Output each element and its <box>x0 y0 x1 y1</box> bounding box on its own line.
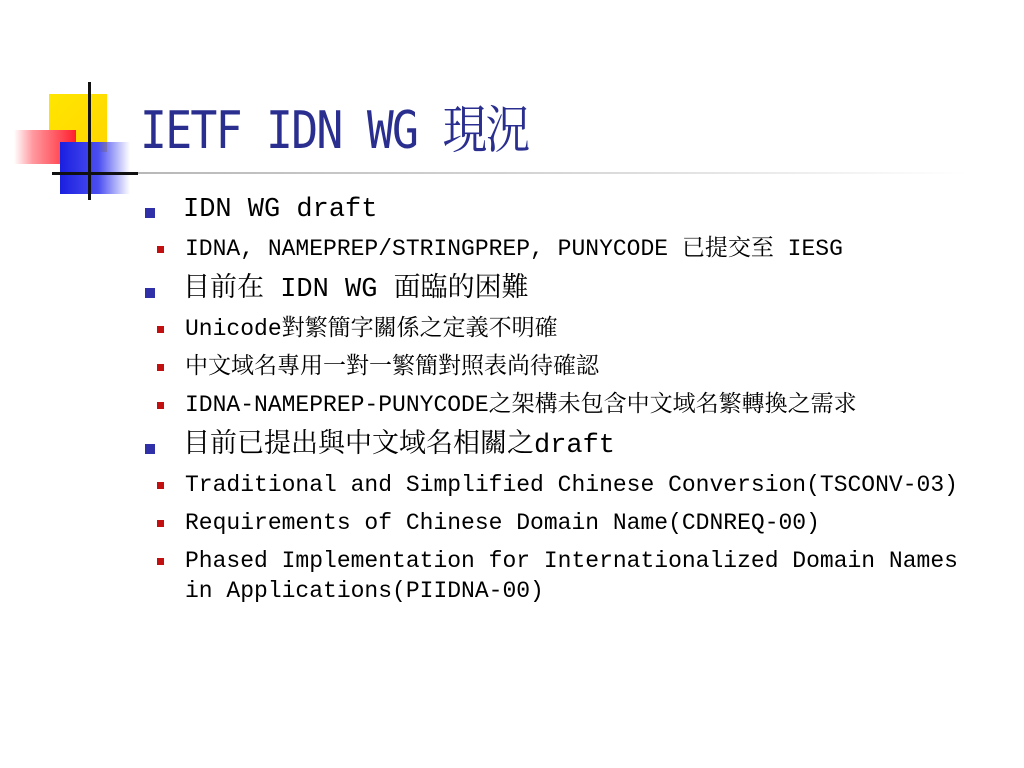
bullet-text: IDN WG draft <box>183 195 378 225</box>
decorative-horizontal-line <box>52 172 138 175</box>
small-square-bullet-icon <box>157 558 164 565</box>
sub-bullet-text: 中文域名專用一對一繁簡對照表尚待確認 <box>185 354 599 380</box>
slide-title: IETF IDN WG 現況 <box>140 101 529 161</box>
sub-bullet-text: IDNA, NAMEPREP/STRINGPREP, PUNYCODE 已提交至 IESG <box>185 236 843 262</box>
sub-bullet-text: Requirements of Chinese Domain Name(CDNREQ-00) <box>185 510 820 536</box>
sub-bullet-item <box>142 546 992 606</box>
bullet-item <box>142 428 992 464</box>
bullet-item <box>142 272 992 308</box>
bullet-item <box>142 192 992 228</box>
sub-bullet-list <box>142 314 992 420</box>
decorative-blue-square <box>60 142 130 194</box>
sub-bullet-item <box>142 234 992 264</box>
square-bullet-icon <box>145 444 155 454</box>
sub-bullet-text: Traditional and Simplified Chinese Conversion(TSCONV-03) <box>185 472 958 498</box>
slide-content <box>142 192 992 614</box>
sub-bullet-item <box>142 314 992 344</box>
sub-bullet-text: Unicode對繁簡字關係之定義不明確 <box>185 316 558 342</box>
small-square-bullet-icon <box>157 246 164 253</box>
decorative-vertical-line <box>88 82 91 200</box>
sub-bullet-text: IDNA-NAMEPREP-PUNYCODE之架構未包含中文域名繁轉換之需求 <box>185 392 857 418</box>
sub-bullet-list <box>142 470 992 606</box>
bullet-list <box>142 192 992 606</box>
sub-bullet-item <box>142 352 992 382</box>
bullet-text: 目前已提出與中文域名相關之draft <box>183 431 616 461</box>
square-bullet-icon <box>145 208 155 218</box>
sub-bullet-item <box>142 470 992 500</box>
title-underline <box>138 172 968 174</box>
small-square-bullet-icon <box>157 482 164 489</box>
sub-bullet-list <box>142 234 992 264</box>
bullet-text: 目前在 IDN WG 面臨的困難 <box>183 275 529 305</box>
sub-bullet-item <box>142 390 992 420</box>
small-square-bullet-icon <box>157 326 164 333</box>
square-bullet-icon <box>145 288 155 298</box>
small-square-bullet-icon <box>157 520 164 527</box>
small-square-bullet-icon <box>157 364 164 371</box>
sub-bullet-text: Phased Implementation for Internationalized Domain Names in Applications(PIIDNA-00) <box>185 548 958 604</box>
small-square-bullet-icon <box>157 402 164 409</box>
sub-bullet-item <box>142 508 992 538</box>
